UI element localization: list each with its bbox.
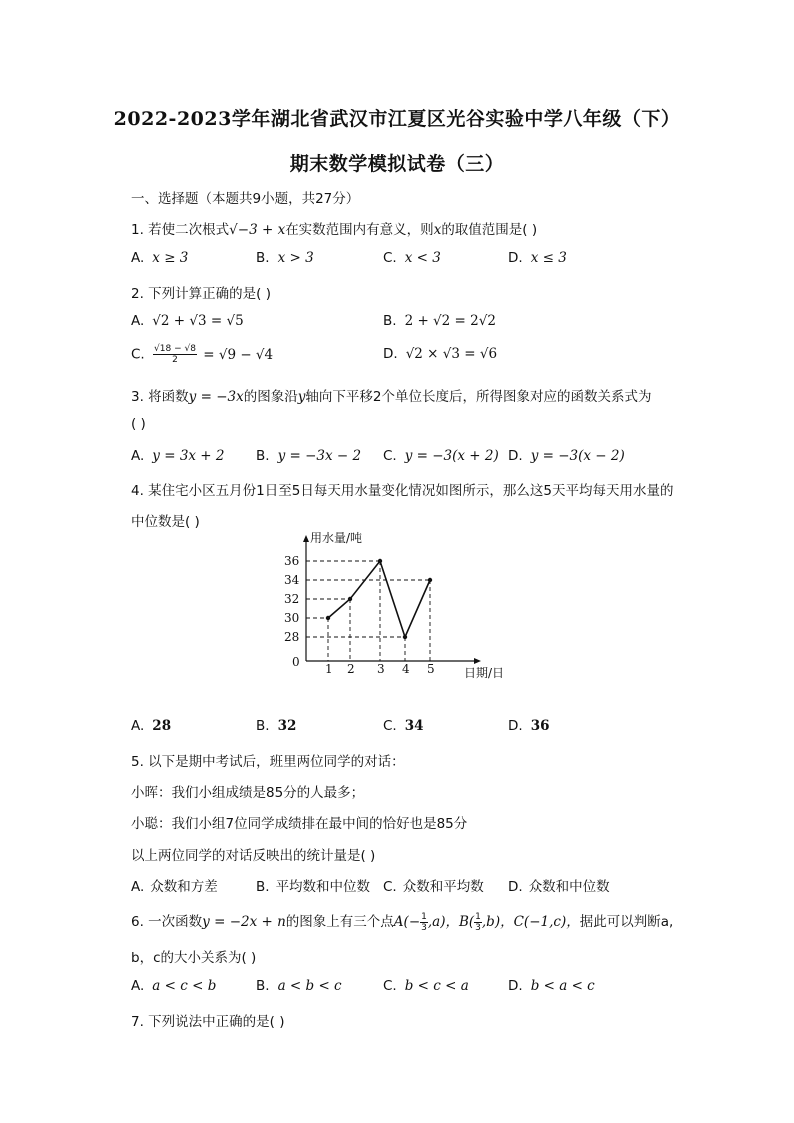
option-label: C. bbox=[383, 250, 397, 266]
q3-pre: 3. 将函数 bbox=[131, 389, 189, 405]
q3-post2: 轴向下平移2个单位长度后，所得图象对应的函数关系式为 bbox=[305, 389, 652, 405]
point-c: C(−1,c)， bbox=[513, 914, 580, 930]
point-a-fraction bbox=[420, 912, 428, 933]
q3-option-d[interactable] bbox=[508, 448, 625, 464]
option-value: 众数和中位数 bbox=[528, 879, 610, 895]
point-a-suffix: ,a)， bbox=[427, 914, 459, 930]
point-b-suffix: ,b)， bbox=[481, 914, 514, 930]
data-point bbox=[428, 578, 432, 582]
option-value: 平均数和中位数 bbox=[275, 879, 371, 895]
q6-option-c[interactable] bbox=[383, 978, 469, 994]
exam-title-line1: 2022-2023学年湖北省武汉市江夏区光谷实验中学八年级（下） bbox=[113, 108, 681, 130]
option-label: D. bbox=[383, 346, 398, 362]
question-6-line2: b，c的大小关系为( ) bbox=[131, 950, 257, 966]
question-5-line1: 5. 以下是期中考试后，班里两位同学的对话： bbox=[131, 754, 405, 770]
section-heading: 一、选择题（本题共9小题，共27分） bbox=[131, 191, 360, 207]
x-tick-label: 3 bbox=[377, 662, 385, 676]
y-tick-label: 34 bbox=[284, 573, 300, 587]
option-value: a < c < b bbox=[152, 978, 217, 994]
option-label: A. bbox=[131, 978, 145, 994]
q5-option-d[interactable] bbox=[508, 875, 610, 895]
option-value: x > 3 bbox=[277, 250, 314, 266]
point-b-fraction bbox=[474, 912, 482, 933]
question-7: 7. 下列说法中正确的是( ) bbox=[131, 1014, 285, 1030]
x-axis-arrow bbox=[474, 658, 481, 664]
fraction-numerator: 1 bbox=[475, 911, 481, 922]
q1-radical: √−3 + x bbox=[229, 222, 286, 238]
option-label: C. bbox=[383, 448, 397, 464]
question-3 bbox=[131, 385, 651, 405]
data-point bbox=[378, 559, 382, 563]
option-value: 36 bbox=[530, 718, 550, 734]
q3-axis: y bbox=[297, 389, 306, 405]
data-point bbox=[326, 616, 330, 620]
q6-option-a[interactable] bbox=[131, 978, 216, 994]
option-label: A. bbox=[131, 879, 145, 895]
question-4-line1: 4. 某住宅小区五月份1日至5日每天用水量变化情况如图所示，那么这5天平均每天用水量的 bbox=[131, 483, 674, 499]
option-value: 28 bbox=[152, 718, 172, 734]
fraction-numerator: 1 bbox=[421, 911, 427, 922]
q6-pre: 6. 一次函数 bbox=[131, 914, 203, 930]
option-label: C. bbox=[383, 879, 397, 895]
chart-axes bbox=[292, 530, 504, 680]
q2-option-d[interactable] bbox=[383, 346, 497, 362]
q1-post: 在实数范围内有意义，则 bbox=[285, 222, 434, 238]
y-tick-label: 28 bbox=[284, 630, 300, 644]
q5-option-b[interactable] bbox=[256, 875, 370, 895]
option-label: B. bbox=[256, 250, 270, 266]
option-value: y = −3(x − 2) bbox=[530, 448, 625, 464]
option-value: 34 bbox=[404, 718, 424, 734]
option-label: A. bbox=[131, 250, 145, 266]
fraction-denominator: 3 bbox=[421, 922, 427, 933]
option-value: y = 3x + 2 bbox=[152, 448, 225, 464]
option-label: D. bbox=[508, 250, 523, 266]
x-tick-label: 5 bbox=[427, 662, 435, 676]
option-value: x ≤ 3 bbox=[530, 250, 567, 266]
option-value: x < 3 bbox=[404, 250, 441, 266]
question-5-line3: 小聪：我们小组7位同学成绩排在最中间的恰好也是85分 bbox=[131, 816, 468, 832]
option-label: D. bbox=[508, 718, 523, 734]
q4-option-a[interactable] bbox=[131, 718, 171, 734]
q2-option-c-fraction bbox=[153, 344, 197, 365]
option-label: D. bbox=[508, 879, 523, 895]
option-value: 2 + √2 = 2√2 bbox=[404, 313, 496, 329]
data-point bbox=[348, 597, 352, 601]
option-label: B. bbox=[256, 718, 270, 734]
option-label: D. bbox=[508, 978, 523, 994]
option-value: = √9 − √4 bbox=[203, 346, 274, 363]
x-axis-label: 日期/日 bbox=[464, 666, 505, 680]
q2-option-b[interactable] bbox=[383, 313, 496, 329]
q5-option-a[interactable] bbox=[131, 875, 218, 895]
q3-option-b[interactable] bbox=[256, 448, 361, 464]
q1-option-a[interactable] bbox=[131, 250, 188, 266]
option-label: C. bbox=[131, 346, 145, 363]
q6-option-b[interactable] bbox=[256, 978, 342, 994]
option-value: b < a < c bbox=[530, 978, 595, 994]
q4-option-d[interactable] bbox=[508, 718, 549, 734]
option-value: a < b < c bbox=[277, 978, 342, 994]
q3-option-a[interactable] bbox=[131, 448, 225, 464]
q1-option-c[interactable] bbox=[383, 250, 441, 266]
q6-option-d[interactable] bbox=[508, 978, 595, 994]
option-value: x ≥ 3 bbox=[152, 250, 189, 266]
option-label: C. bbox=[383, 978, 397, 994]
option-label: B. bbox=[256, 448, 270, 464]
q2-option-c[interactable] bbox=[131, 344, 273, 365]
q1-var: x bbox=[433, 222, 442, 238]
y-tick-label: 30 bbox=[284, 611, 300, 625]
option-value: b < c < a bbox=[404, 978, 469, 994]
q6-tail: 据此可以判断a, bbox=[579, 914, 674, 930]
option-label: A. bbox=[131, 448, 145, 464]
q6-function: y = −2x + n bbox=[202, 914, 286, 930]
exam-title-line2: 期末数学模拟试卷（三） bbox=[289, 153, 505, 175]
question-6-line1 bbox=[131, 910, 673, 933]
option-label: B. bbox=[256, 879, 270, 895]
y-axis-label: 用水量/吨 bbox=[310, 531, 363, 545]
y-axis-arrow bbox=[303, 535, 309, 542]
q6-post: 的图象上有三个点 bbox=[285, 914, 394, 930]
option-label: B. bbox=[383, 313, 397, 329]
q1-pre: 1. 若使二次根式 bbox=[131, 222, 230, 238]
option-label: B. bbox=[256, 978, 270, 994]
option-value: 32 bbox=[277, 718, 297, 734]
y-tick-label: 32 bbox=[284, 592, 300, 606]
point-b-prefix: B( bbox=[458, 914, 475, 930]
q1-option-d[interactable] bbox=[508, 250, 567, 266]
data-point bbox=[403, 635, 407, 639]
fraction-denominator: 3 bbox=[475, 922, 481, 933]
fraction-denominator: 2 bbox=[172, 355, 178, 365]
point-a-prefix: A(− bbox=[393, 914, 421, 930]
option-value: √2 + √3 = √5 bbox=[152, 313, 244, 329]
q2-option-a[interactable] bbox=[131, 313, 244, 329]
question-4-line2: 中位数是( ) bbox=[131, 514, 200, 530]
question-5-line2: 小晖：我们小组成绩是85分的人最多； bbox=[131, 785, 365, 801]
x-tick-label: 2 bbox=[347, 662, 355, 676]
q3-option-c[interactable] bbox=[383, 448, 499, 464]
option-value: 众数和平均数 bbox=[402, 879, 484, 895]
option-label: A. bbox=[131, 313, 145, 329]
question-2: 2. 下列计算正确的是( ) bbox=[131, 286, 271, 302]
option-value: √2 × √3 = √6 bbox=[405, 346, 498, 362]
q5-option-c[interactable] bbox=[383, 875, 484, 895]
q3-paren: ( ) bbox=[131, 416, 146, 432]
q3-function: y = −3x bbox=[188, 389, 244, 405]
q1-option-b[interactable] bbox=[256, 250, 314, 266]
q1-post2: 的取值范围是( ) bbox=[441, 222, 538, 238]
x-tick-label: 4 bbox=[402, 662, 410, 676]
q3-post: 的图象沿 bbox=[243, 389, 298, 405]
water-usage-chart bbox=[268, 527, 528, 687]
x-tick-label: 1 bbox=[325, 662, 333, 676]
y-tick-label: 36 bbox=[284, 554, 300, 568]
option-value: 众数和方差 bbox=[150, 879, 218, 895]
option-label: C. bbox=[383, 718, 397, 734]
option-label: D. bbox=[508, 448, 523, 464]
option-label: A. bbox=[131, 718, 145, 734]
question-5-line4: 以上两位同学的对话反映出的统计量是( ) bbox=[131, 848, 376, 864]
q4-option-c[interactable] bbox=[383, 718, 424, 734]
option-value: y = −3x − 2 bbox=[277, 448, 362, 464]
question-1 bbox=[131, 218, 537, 238]
q4-option-b[interactable] bbox=[256, 718, 296, 734]
option-value: y = −3(x + 2) bbox=[404, 448, 499, 464]
fraction-numerator: √18 − √8 bbox=[154, 344, 196, 354]
origin-label: 0 bbox=[292, 655, 300, 669]
